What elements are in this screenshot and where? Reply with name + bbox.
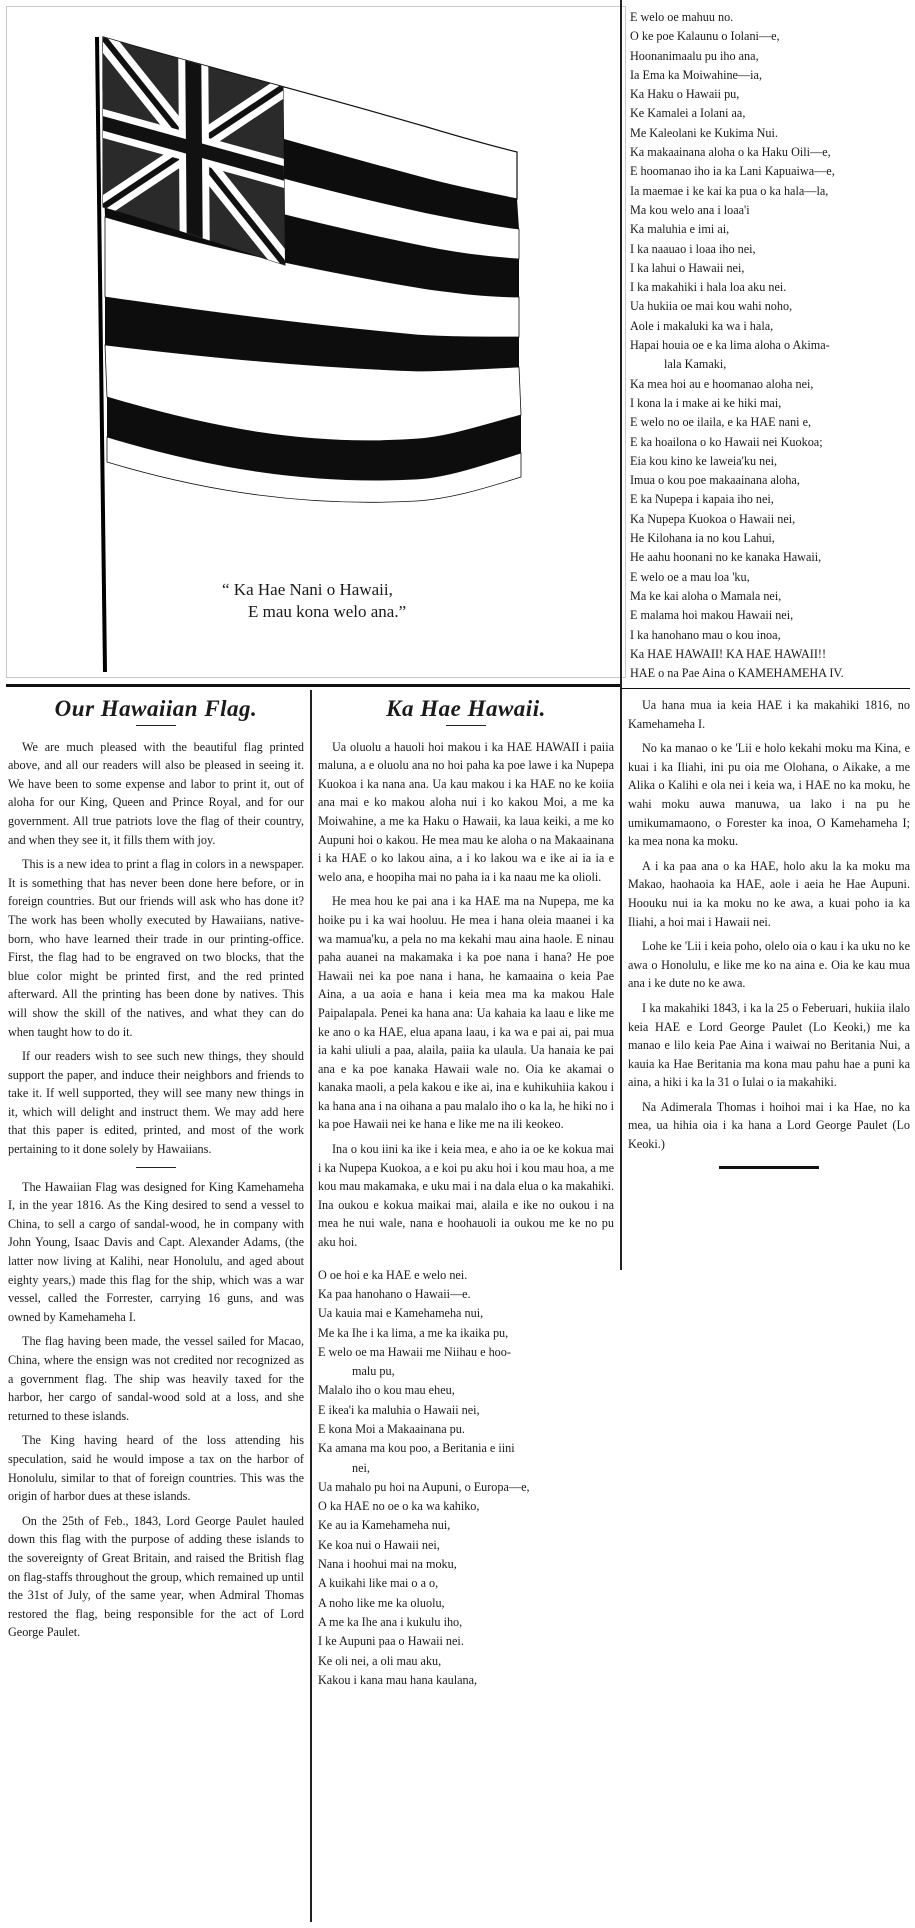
poem-line: E welo oe a mau loa 'ku, — [630, 569, 750, 584]
poem-line: Ka mea hoi au e hoomanao aloha nei, — [630, 376, 814, 391]
poem-line: Ka paa hanohano o Hawaii—e. — [318, 1286, 471, 1301]
poem-line: Ka amana ma kou poo, a Beritania e iini — [318, 1441, 515, 1456]
english-paragraph: The flag having been made, the vessel sailed for Macao, China, where the ensign was not credited nor recognized as a government flag. The ship was heavily taxed for the harbor, her cargo of sandal-wood sold at a loss, and she returned to these islands. — [8, 1334, 304, 1423]
poem-line: Ua mahalo pu hoi na Aupuni, o Europa—e, — [318, 1479, 530, 1494]
english-paragraph: The Hawaiian Flag was designed for King Kamehameha I, in the year 1816. As the King desired to send a vessel to China, to sell a cargo of sandal-wood, he in company with John Young, Isaac Davis and Capt. Alexander Adams, (the latter now living at Kalihi, near Honolulu, and aged about eighty years,) made this flag for the ship, which was a war vessel, called the Forrester, carrying 16 guns, and was owned by Kamehameha I. — [8, 1179, 304, 1324]
right-paragraph: Na Adimerala Thomas i hoihoi mai i ka Hae, no ka mea, ua hihia oia i ka hana a Lord George Paulet (Lo Keoki.) — [628, 1099, 910, 1152]
poem-line: E welo oe ma Hawaii me Niihau e hoo- — [318, 1344, 511, 1359]
poem-line: E welo no oe ilaila, e ka HAE nani e, — [630, 415, 812, 430]
poem-line: A me ka Ihe ana i kukulu iho, — [318, 1614, 463, 1629]
poem-line: I ke Aupuni paa o Hawaii nei. — [318, 1634, 464, 1649]
right-paragraph: Ua hana mua ia keia HAE i ka makahiki 1816, no Kamehameha I. — [628, 698, 910, 731]
flag-caption — [222, 579, 552, 623]
english-paragraph: This is a new idea to print a flag in colors in a newspaper. It is something that has never been done here before, or in foreign countries. But our friends will ask who has done it? The work has been wholly executed by Hawaiians, native-born, who have learned their trade in our printing-office. First, the flag had to be engraved on two blocks, that the blue color might be printed first, and the red printed afterward. All the printing has been done by natives. This will show the skill of the natives, and what they can do when taught how to do it. — [8, 857, 304, 1039]
flag-illustration — [6, 6, 626, 678]
right-paragraph: No ka manao o ke 'Lii e holo kekahi moku ma Kina, e kuai i ka Iliahi, ini pu oia me Olohana, o Aikake, a me Alika o Kalihi e ola nei i keia wa, i HAE no ka moku, he wahi moku auwa manuwa, ua lako i na pu he umikumamaono, o Forester ka inoa, O Kamehameha I; ka mea nona ka moku. — [628, 741, 910, 849]
right-paragraph: Lohe ke 'Lii i keia poho, olelo oia o kau i ka uku no ke awa o Honolulu, e like me ko na aina e. Oia ke kau mua ana i ke dute no ke awa. — [628, 939, 910, 991]
poem-line: He Kilohana ia no kou Lahui, — [630, 531, 775, 546]
poem-line: malu pu, — [352, 1364, 395, 1379]
poem-line: I kona la i make ai ke hiki mai, — [630, 395, 782, 410]
poem-line: Eia kou kino ke laweia'ku nei, — [630, 453, 778, 468]
poem-line: Hoonanimaalu pu iho ana, — [630, 48, 759, 63]
poem-line: Ke oli nei, a oli mau aku, — [318, 1653, 442, 1668]
poem-line: Ke koa nui o Hawaii nei, — [318, 1537, 440, 1552]
poem-line: Ma ke kai aloha o Mamala nei, — [630, 588, 782, 603]
english-column — [8, 692, 304, 1648]
hawaiian-heading: Ka Hae Hawaii. — [386, 696, 546, 721]
poem-line: O ka HAE no oe o ka wa kahiko, — [318, 1499, 480, 1514]
poem-line: HAE o na Pae Aina o KAMEHAMEHA IV. — [630, 666, 844, 681]
poem-line: A noho like me ka oluolu, — [318, 1595, 445, 1610]
poem-line: Ia maemae i ke kai ka pua o ka hala—la, — [630, 183, 829, 198]
column-divider — [620, 0, 622, 1270]
poem-line: Me ka Ihe i ka lima, a me ka ikaika pu, — [318, 1325, 509, 1340]
heading-rule — [136, 725, 176, 726]
poem-line: Ua hukiia oe mai kou wahi noho, — [630, 299, 793, 314]
end-rule — [719, 1166, 819, 1169]
caption-line-2: E mau kona welo ana.” — [248, 602, 407, 621]
top-poem — [630, 8, 910, 683]
poem-line: nei, — [352, 1460, 370, 1475]
poem-line: O ke poe Kalaunu o Iolani—e, — [630, 29, 780, 44]
poem-line: I ka naauao i loaa iho nei, — [630, 241, 756, 256]
column-divider — [310, 690, 312, 1922]
poem-line: Aole i makaluki ka wa i hala, — [630, 318, 774, 333]
poem-line: Malalo iho o kou mau eheu, — [318, 1383, 455, 1398]
right-paragraph: I ka makahiki 1843, i ka la 25 o Feberuari, hukiia ilalo keia HAE e Lord George Paulet (Lo Keoki,) me ka manao e lilo keia Pae Aina i waiwai no Beritania Nui, a kauia ka Hae Beritania ma kona mau pahu hae a puni ka aina, a hiki i ka la 31 o Iulai o ia makahiki. — [628, 1000, 910, 1090]
poem-line: lala Kamaki, — [664, 357, 727, 372]
poem-line: Kakou i kana mau hana kaulana, — [318, 1672, 478, 1687]
english-paragraph: The King having heard of the loss attending his speculation, said he would impose a tax on the harbor of Honolulu, similar to that of foreign countries. This was the origin of harbor dues at these islands. — [8, 1433, 304, 1504]
heading-rule — [446, 725, 486, 726]
right-paragraph: A i ka paa ana o ka HAE, holo aku la ka moku ma Makao, haohaoia ka HAE, aole i aeia he Hae Aupuni. Hoouku nui ia ka moku no ke awa, a kuai poho ia ka Iliahi, a hoi mai i Hawaii nei. — [628, 858, 910, 929]
poem-line: I ka hanohano mau o kou inoa, — [630, 627, 781, 642]
hawaiian-column — [318, 692, 614, 1690]
section-divider — [6, 684, 620, 687]
poem-line: Hapai houia oe e ka lima aloha o Akima- — [630, 338, 830, 353]
poem-line: He aahu hoonani no ke kanaka Hawaii, — [630, 550, 822, 565]
poem-line: Ma kou welo ana i loaa'i — [630, 202, 750, 217]
english-heading: Our Hawaiian Flag. — [54, 696, 258, 721]
hawaiian-flag-image — [7, 7, 625, 677]
poem-line: Ka maluhia e imi ai, — [630, 222, 730, 237]
poem-line: Me Kaleolani ke Kukima Nui. — [630, 125, 778, 140]
hawaiian-paragraph: Ua oluolu a hauoli hoi makou i ka HAE HAWAII i paiia maluna, a e oluolu ana no hoi paha ka poe lawe i ka Nupepa Kuokoa i ka nana ana. Ua kau makou i ka HAE no ke koiia ana mai e ko makou aloha nui i ko kakou Moi, a me ka Moiwahine, a me ka Haku o Hawaii, ka laua keiki, a me ko Aupuni hoi o kakou. He mea mau ke aloha o na Makaainana i ka HAE o ko lakou aina, a i ko lakou wa e ike ai ia ia e welo ana, e hoopiha mai no paha ia i ka naau me ka olioli. — [318, 739, 614, 884]
poem-line: E welo oe mahuu no. — [630, 10, 734, 24]
english-paragraph: We are much pleased with the beautiful flag printed above, and all our readers will also be pleased in seeing it. We have been to some expense and labor to print it, out of aloha for our King, Queen and Prince Royal, and for our government. All true patriots love the flag of their country, and when they see it, it fills them with joy. — [8, 739, 304, 847]
poem-line: O oe hoi e ka HAE e welo nei. — [318, 1267, 468, 1282]
english-paragraph: If our readers wish to see such new things, they should support the paper, and induce their neighbors and friends to take it. If well supported, they will see many new things in it, which will delight and instruct them. We may add here that this paper is edited, printed, and most of the work pertaining to it done solely by Hawaiians. — [8, 1049, 304, 1157]
poem-line: E ikea'i ka maluhia o Hawaii nei, — [318, 1402, 480, 1417]
poem-line: A kuikahi like mai o a o, — [318, 1576, 439, 1591]
poem-line: Ke Kamalei a Iolani aa, — [630, 106, 746, 121]
poem-line: E hoomanao iho ia ka Lani Kapuaiwa—e, — [630, 164, 835, 179]
poem-line: E ka hoailona o ko Hawaii nei Kuokoa; — [630, 434, 823, 449]
hawaiian-paragraph: He mea hou ke pai ana i ka HAE ma na Nupepa, me ka hoike pu i ka wai hooluu. He mea i hana oleia maanei i ka wa mamua'ku, a pela no ma kekahi mau aina haole. E ninau paha auanei na makamaka i ka poe nana i hana? He poe Hawaii nei ka poe nana i hana, he kamaaina o keia Pae Aina, a ua aoia e hana i keia mea ma ka makou Hale Paipalapala. Penei ka hana ana: Ua kahaia ka laau e like me ke ano o ka HAE, elua apana laau, i ka wa e pai ai, pai mua ia kahi uliuli a paa, alaila, paiia ka ulaula. Ua hanaia ke pai ana e ka poe kanaka Hawaii wale no. Oia ke akamai o kanaka maoli, a pela kakou e ike ai, ina e kuhikuhiia kakou i ka hana ana i na oihana a pau malalo iho o ka la, he hiki no i ka poe Hawaii nei ke hana e like me na ili keokeo. — [318, 894, 614, 1132]
caption-line-1: “ Ka Hae Nani o Hawaii, — [222, 580, 393, 599]
poem-line: I ka makahiki i hala loa aku nei. — [630, 280, 787, 295]
poem-line: E malama hoi makou Hawaii nei, — [630, 608, 794, 623]
english-paragraph: On the 25th of Feb., 1843, Lord George Paulet hauled down this flag with the purpose of adding these islands to the sovereignty of Great Britain, and raised the British flag on flag-staffs throughout the group, which remained up until the 31st of July, of the same year, when Admiral Thomas restored the flag, being responsible for the act of Lord George Paulet. — [8, 1513, 304, 1640]
right-column — [628, 696, 910, 1169]
poem-line: Ke au ia Kamehameha nui, — [318, 1518, 451, 1533]
poem-line: E kona Moi a Makaainana pu. — [318, 1422, 465, 1436]
poem-line: Ka Nupepa Kuokoa o Hawaii nei, — [630, 511, 796, 526]
hawaiian-poem — [318, 1266, 614, 1691]
poem-line: Ka HAE HAWAII! KA HAE HAWAII!! — [630, 646, 827, 661]
poem-line: I ka lahui o Hawaii nei, — [630, 260, 745, 275]
hawaiian-paragraph: Ina o kou iini ka ike i keia mea, e aho ia oe ke kokua mai i ka Nupepa Kuokoa, a e koi pu aku hoi i kou mau hoa, a me kou mau makamaka, e uku mai i na dala elua o ka makahiki. Ina oukou e kokua maikai mai, alaila e ike no oukou i na mea he nui wale, nana e hoohauoli ia oukou me ke no pu aku hoi. — [318, 1142, 614, 1250]
poem-line: Imua o kou poe makaainana aloha, — [630, 473, 800, 488]
poem-line: Nana i hoohui mai na moku, — [318, 1557, 457, 1572]
poem-line: Ia Ema ka Moiwahine—ia, — [630, 67, 762, 82]
poem-line: E ka Nupepa i kapaia iho nei, — [630, 492, 774, 507]
paragraph-rule — [136, 1167, 176, 1168]
poem-line: Ka Haku o Hawaii pu, — [630, 87, 740, 102]
poem-line: Ka makaainana aloha o ka Haku Oili—e, — [630, 145, 831, 160]
section-divider — [620, 688, 910, 689]
poem-line: Ua kauia mai e Kamehameha nui, — [318, 1306, 484, 1321]
